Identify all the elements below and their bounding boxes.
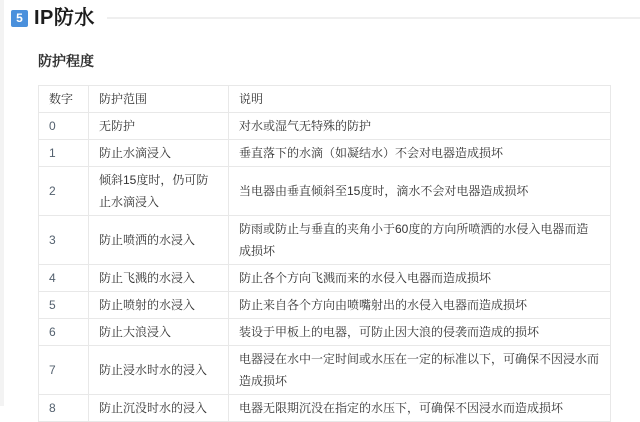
protection-range-cell: 防止水滴浸入 — [89, 140, 229, 167]
rating-digit-cell: 6 — [39, 319, 89, 346]
section-number-badge: 5 — [11, 10, 28, 27]
protection-range-cell: 防止喷洒的水浸入 — [89, 216, 229, 265]
column-header-2: 说明 — [229, 86, 611, 113]
column-header-1: 防护范围 — [89, 86, 229, 113]
description-cell: 防止来自各个方向由喷嘴射出的水侵入电器而造成损坏 — [229, 292, 611, 319]
description-cell: 垂直落下的水滴（如凝结水）不会对电器造成损坏 — [229, 140, 611, 167]
rating-digit-cell: 0 — [39, 113, 89, 140]
rating-digit-cell: 4 — [39, 265, 89, 292]
protection-range-cell: 防止喷射的水浸入 — [89, 292, 229, 319]
page-title: IP防水 — [34, 7, 95, 29]
section-heading — [11, 8, 640, 28]
rating-digit-cell: 2 — [39, 167, 89, 216]
table-row — [39, 265, 611, 292]
table-row — [39, 113, 611, 140]
table-row — [39, 140, 611, 167]
table-row — [39, 346, 611, 395]
description-cell: 防雨或防止与垂直的夹角小于60度的方向所喷洒的水侵入电器而造成损坏 — [229, 216, 611, 265]
table-header-row — [39, 86, 611, 113]
description-cell: 电器浸在水中一定时间或水压在一定的标准以下，可确保不因浸水而造成损坏 — [229, 346, 611, 395]
description-cell: 装设于甲板上的电器，可防止因大浪的侵袭而造成的损坏 — [229, 319, 611, 346]
description-cell: 对水或湿气无特殊的防护 — [229, 113, 611, 140]
ip-rating-table — [38, 85, 611, 422]
description-cell: 防止各个方向飞溅而来的水侵入电器而造成损坏 — [229, 265, 611, 292]
table-row — [39, 319, 611, 346]
rating-digit-cell: 8 — [39, 395, 89, 422]
protection-range-cell: 防止沉没时水的浸入 — [89, 395, 229, 422]
description-cell: 当电器由垂直倾斜至15度时，滴水不会对电器造成损坏 — [229, 167, 611, 216]
protection-range-cell: 倾斜15度时，仍可防止水滴浸入 — [89, 167, 229, 216]
table-row — [39, 216, 611, 265]
description-cell: 电器无限期沉没在指定的水压下，可确保不因浸水而造成损坏 — [229, 395, 611, 422]
rating-digit-cell: 7 — [39, 346, 89, 395]
table-row — [39, 395, 611, 422]
column-header-0: 数字 — [39, 86, 89, 113]
rating-digit-cell: 1 — [39, 140, 89, 167]
protection-range-cell: 防止飞溅的水浸入 — [89, 265, 229, 292]
protection-range-cell: 无防护 — [89, 113, 229, 140]
table-row — [39, 292, 611, 319]
protection-range-cell: 防止大浪浸入 — [89, 319, 229, 346]
heading-divider — [107, 17, 640, 19]
rating-digit-cell: 3 — [39, 216, 89, 265]
protection-range-cell: 防止浸水时水的浸入 — [89, 346, 229, 395]
rating-digit-cell: 5 — [39, 292, 89, 319]
table-subtitle: 防护程度 — [38, 53, 94, 69]
table-row — [39, 167, 611, 216]
